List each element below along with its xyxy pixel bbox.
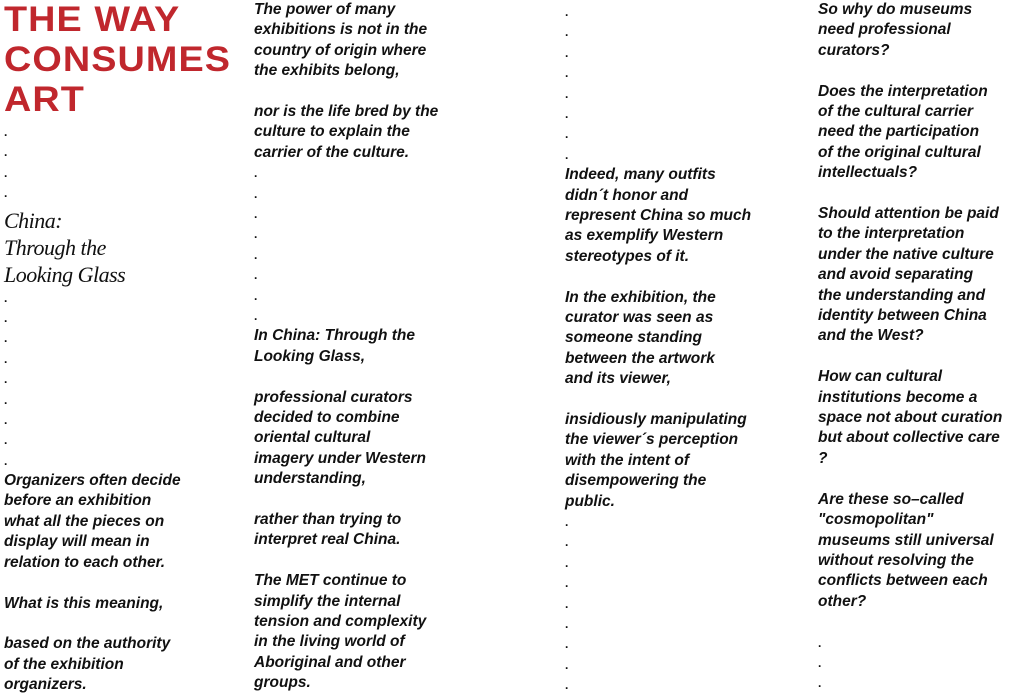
dot-separator: [565, 512, 805, 696]
paragraph: rather than trying to interpret real China.: [254, 510, 402, 549]
paragraph: Indeed, many outfits didn´t honor and represent China so much as exemplify Western stereotypes of it.: [565, 166, 752, 265]
dot: .: [254, 288, 258, 303]
dot: .: [565, 576, 569, 591]
dot: .: [4, 186, 8, 201]
exhibition-title-line: Through the: [4, 234, 106, 260]
dot: .: [4, 392, 8, 407]
dot: .: [254, 207, 258, 222]
dot-separator: [4, 122, 244, 204]
column-3: [565, 2, 805, 696]
exhibition-title-line: China:: [4, 207, 63, 233]
paragraph: professional curators decided to combine oriental cultural imagery under Western understanding,: [254, 388, 426, 488]
dot: .: [4, 310, 8, 325]
exhibition-title: [4, 207, 244, 288]
paragraph: Organizers often decide before an exhibition what all the pieces on display will mean in relation to each other.: [4, 472, 181, 571]
dot: .: [4, 125, 8, 139]
dot: .: [254, 186, 258, 201]
dot: .: [565, 5, 569, 19]
paragraph: Does the interpretation of the cultural carrier need the participation of the original cultural intellectuals?: [818, 82, 988, 182]
dot: .: [565, 616, 569, 631]
paragraph: The power of many exhibitions is not in the country of origin where the exhibits belong,: [254, 1, 428, 80]
dot: .: [254, 308, 258, 323]
dot: .: [565, 45, 569, 60]
title-line: ART: [4, 80, 85, 119]
dot: .: [565, 127, 569, 142]
dot-separator: [565, 2, 805, 165]
paragraph: So why do museums need professional curators?: [818, 1, 973, 59]
dot: .: [565, 596, 569, 611]
dot: .: [4, 351, 8, 366]
dot: .: [4, 453, 8, 468]
paragraph: insidiously manipulating the viewer´s perception with the intent of disempowering the public.: [565, 410, 747, 510]
dot: .: [4, 372, 8, 387]
paragraph: What is this meaning,: [4, 594, 164, 612]
dot: .: [818, 635, 822, 650]
dot: .: [254, 166, 258, 181]
dot: .: [565, 86, 569, 101]
dot: .: [565, 555, 569, 570]
dot: .: [254, 268, 258, 283]
dot: .: [565, 106, 569, 121]
paragraph: nor is the life bred by the culture to explain the carrier of the culture.: [254, 103, 439, 161]
dot: .: [565, 678, 569, 693]
dot: .: [818, 676, 822, 691]
dot: .: [4, 165, 8, 180]
paragraph: In China: Through the Looking Glass,: [254, 327, 416, 365]
paragraph: Should attention be paid to the interpretation under the native culture and avoid separating the understanding and identity between China and the West?: [818, 205, 999, 345]
dot: .: [4, 290, 8, 305]
dot: .: [565, 147, 569, 162]
dot: .: [4, 433, 8, 448]
dot: .: [565, 515, 569, 529]
dot: .: [565, 657, 569, 672]
dot: .: [565, 637, 569, 652]
dot-separator: [818, 633, 1024, 694]
column-1: [4, 0, 244, 696]
dot-separator: [4, 288, 244, 472]
dot: .: [4, 331, 8, 346]
paragraph: based on the authority of the exhibition organizers.: [4, 635, 171, 694]
column-4: [818, 0, 1024, 694]
paragraph: The MET continue to simplify the internal tension and complexity in the living world of Aboriginal and other groups.: [254, 572, 427, 692]
dot: .: [4, 412, 8, 427]
dot: .: [4, 145, 8, 160]
title-line: CONSUMES: [4, 40, 232, 79]
page-title: [4, 0, 244, 120]
dot-separator: [254, 163, 544, 326]
paragraph: How can cultural institutions become a space not about curation but about collective care ?: [818, 368, 1003, 467]
dot: .: [565, 25, 569, 40]
dot: .: [254, 247, 258, 262]
exhibition-title-line: Looking Glass: [4, 261, 126, 287]
dot: .: [565, 535, 569, 550]
dot: .: [565, 66, 569, 81]
dot: .: [818, 655, 822, 670]
paragraph: Are these so–called "cosmopolitan" museums still universal without resolving the conflicts between each other?: [818, 490, 994, 610]
title-line: THE WAY: [4, 0, 181, 39]
paragraph: In the exhibition, the curator was seen as someone standing between the artwork and its viewer,: [565, 288, 716, 388]
dot: .: [254, 227, 258, 242]
column-2: [254, 0, 544, 694]
